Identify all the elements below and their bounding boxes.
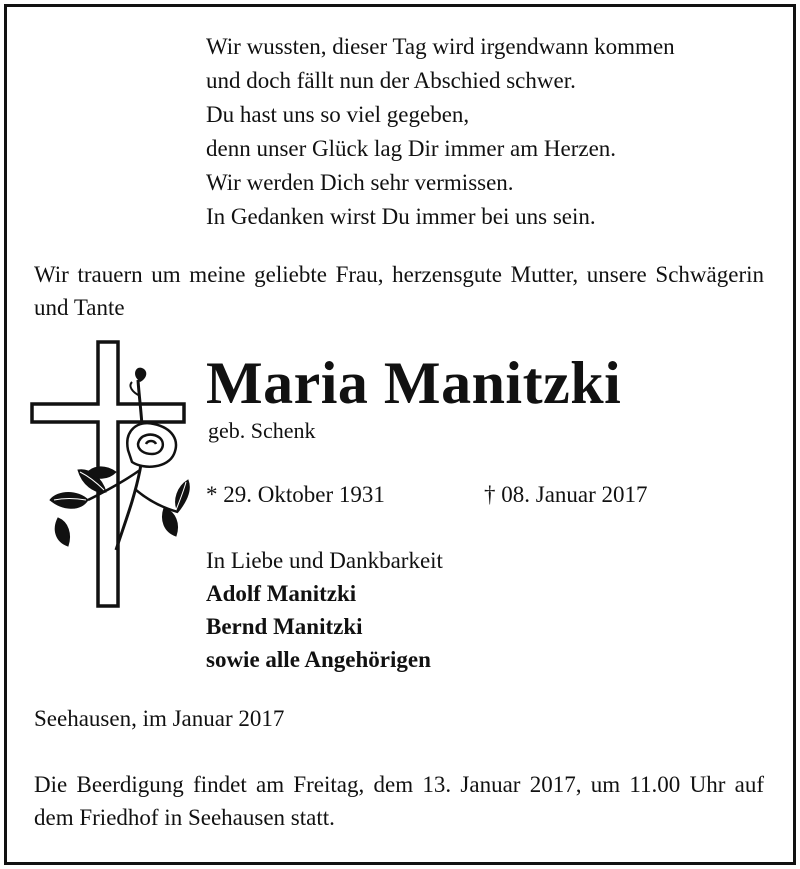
place-and-date: Seehausen, im Januar 2017 <box>34 706 285 731</box>
mourner-name: sowie alle Angehörigen <box>206 647 431 672</box>
cross-with-rose-icon <box>28 340 198 612</box>
birth-name: geb. Schenk <box>208 418 316 443</box>
deceased-name: Maria Manitzki <box>206 350 622 416</box>
mourners-intro: In Liebe und Dankbarkeit <box>206 548 443 573</box>
poem <box>206 30 675 234</box>
funeral-notice: Die Beerdigung findet am Freitag, dem 13. Januar 2017, um 11.00 Uhr auf dem Friedhof in Seehausen statt. <box>34 772 764 830</box>
poem-line: Du hast uns so viel gegeben, <box>206 102 470 127</box>
poem-line: In Gedanken wirst Du immer bei uns sein. <box>206 204 596 229</box>
mourner-name: Adolf Manitzki <box>206 581 357 606</box>
death-date: † 08. Januar 2017 <box>484 482 648 507</box>
life-dates <box>206 480 648 510</box>
poem-line: Wir werden Dich sehr vermissen. <box>206 170 514 195</box>
poem-line: Wir wussten, dieser Tag wird irgendwann kommen <box>206 34 675 59</box>
poem-line: denn unser Glück lag Dir immer am Herzen. <box>206 136 617 161</box>
mourning-intro: Wir trauern um meine geliebte Frau, herzensgute Mutter, unsere Schwägerin und Tante <box>34 262 764 320</box>
mourners <box>206 544 443 676</box>
poem-line: und doch fällt nun der Abschied schwer. <box>206 68 576 93</box>
mourner-name: Bernd Manitzki <box>206 614 363 639</box>
birth-date: * 29. Oktober 1931 <box>206 482 385 507</box>
